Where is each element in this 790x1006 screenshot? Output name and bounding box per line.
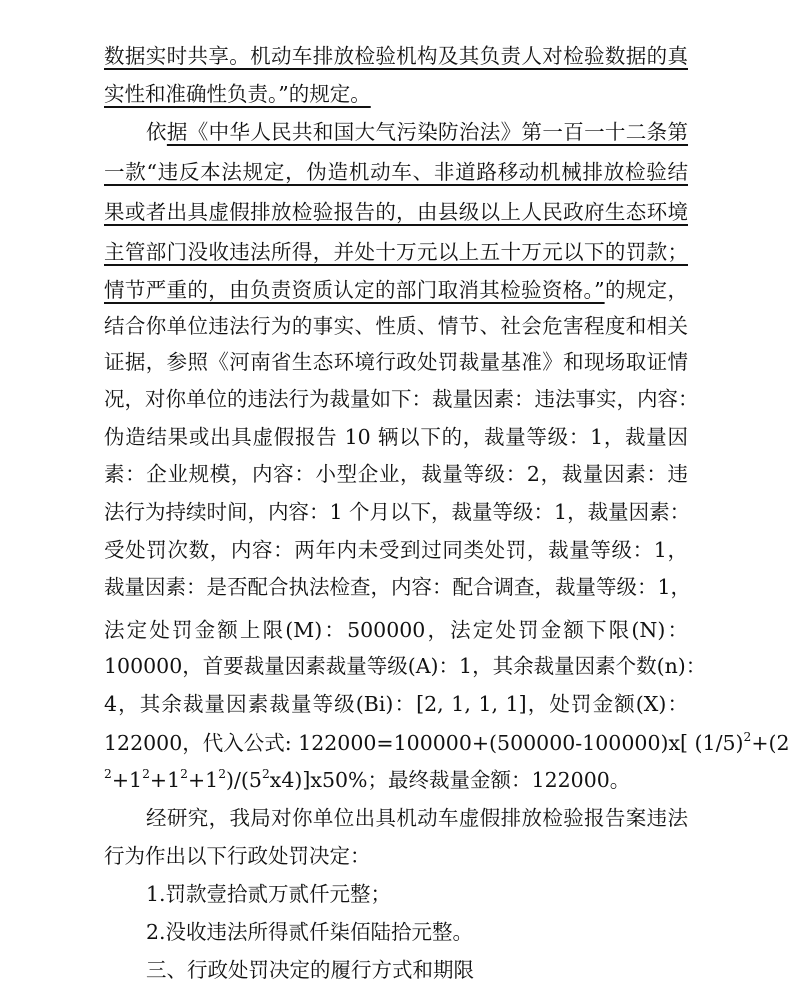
exponent: 2: [743, 729, 752, 744]
underlined-text: 主管部门没收违法所得，并处十万元以上五十万元以下的罚款；: [104, 240, 688, 264]
formula-text: )/(5: [226, 768, 262, 792]
text-line-4: [104, 154, 688, 190]
penalty-item-2: 2.没收违法所得贰仟柒佰陆拾元整。: [146, 920, 474, 944]
underlined-text: 情节严重的，由负责资质认定的部门取消其检验资格。”: [104, 278, 605, 302]
underlined-text: 一款“违反本法规定，伪造机动车、非道路移动机械排放检验结: [104, 160, 688, 184]
text-line-13: 法行为持续时间，内容：1 个月以下，裁量等级：1，裁量因素：: [104, 500, 691, 524]
text-line-16: 法定处罚金额上限(M)：500000，法定处罚金额下限(N)：: [104, 618, 688, 642]
exponent: 2: [261, 766, 270, 781]
text-line-10: 况，对你单位的违法行为裁量如下：裁量因素：违法事实，内容：: [104, 387, 699, 411]
paragraph-start: 依: [146, 120, 167, 144]
exponent: 2: [218, 766, 227, 781]
penalty-item-1: 1.罚款壹拾贰万贰仟元整；: [146, 882, 392, 906]
underlined-text: 实性和准确性负责。”的规定。: [104, 82, 371, 106]
text-line-14: 受处罚次数，内容：两年内未受到过同类处罚，裁量等级：1，: [104, 538, 688, 562]
formula-text: 122000，代入公式: 122000=100000+(500000-100000)x[ (1/5): [104, 731, 744, 755]
text-line-12: 素：企业规模，内容：小型企业，裁量等级：2，裁量因素：违: [104, 462, 688, 486]
text-line-2: [104, 76, 688, 112]
text-line-8: 结合你单位违法行为的事实、性质、情节、社会危害程度和相关: [104, 314, 688, 338]
text-line-17: 100000，首要裁量因素裁量等级(A)：1，其余裁量因素个数(n)：: [104, 654, 707, 678]
plain-text: 的规定，: [604, 278, 689, 302]
formula-text: +1: [111, 768, 143, 792]
text-line-18: 4，其余裁量因素裁量等级(Bi)：[2, 1, 1, 1]，处罚金额(X)：: [104, 692, 688, 716]
text-line-5: [104, 194, 688, 230]
text-line-11: 伪造结果或出具虚假报告 10 辆以下的，裁量等级：1，裁量因: [104, 425, 688, 449]
text-line-6: [104, 234, 688, 270]
text-line-15: 裁量因素：是否配合执法检查，内容：配合调查，裁量等级：1，: [104, 575, 692, 599]
exponent: 2: [104, 766, 112, 781]
text-line-20: [104, 762, 688, 798]
text-line-22: 行为作出以下行政处罚决定：: [104, 844, 371, 868]
formula-text: +1: [187, 768, 219, 792]
formula-text: +1: [149, 768, 181, 792]
underlined-text: 果或者出具虚假排放检验报告的，由县级以上人民政府生态环境: [104, 200, 688, 224]
text-line-1: [104, 38, 688, 74]
section-heading: 三、行政处罚决定的履行方式和期限: [146, 958, 474, 982]
text-line-3: [146, 114, 688, 150]
formula-text: +(2: [751, 731, 790, 755]
exponent: 2: [142, 766, 150, 781]
text-line-9: 证据，参照《河南省生态环境行政处罚裁量基准》和现场取证情: [104, 350, 688, 374]
text-line-7: [104, 272, 688, 308]
formula-text: x4)]x50%；最终裁量金额：122000。: [269, 768, 631, 792]
underlined-text: 据《中华人民共和国大气污染防治法》第一百一十二条第: [166, 120, 689, 144]
text-line-19: [104, 725, 790, 761]
text-line-21: 经研究，我局对你单位出具机动车虚假排放检验报告案违法: [146, 806, 688, 830]
underlined-text: 数据实时共享。机动车排放检验机构及其负责人对检验数据的真: [104, 44, 688, 68]
exponent: 2: [180, 766, 188, 781]
